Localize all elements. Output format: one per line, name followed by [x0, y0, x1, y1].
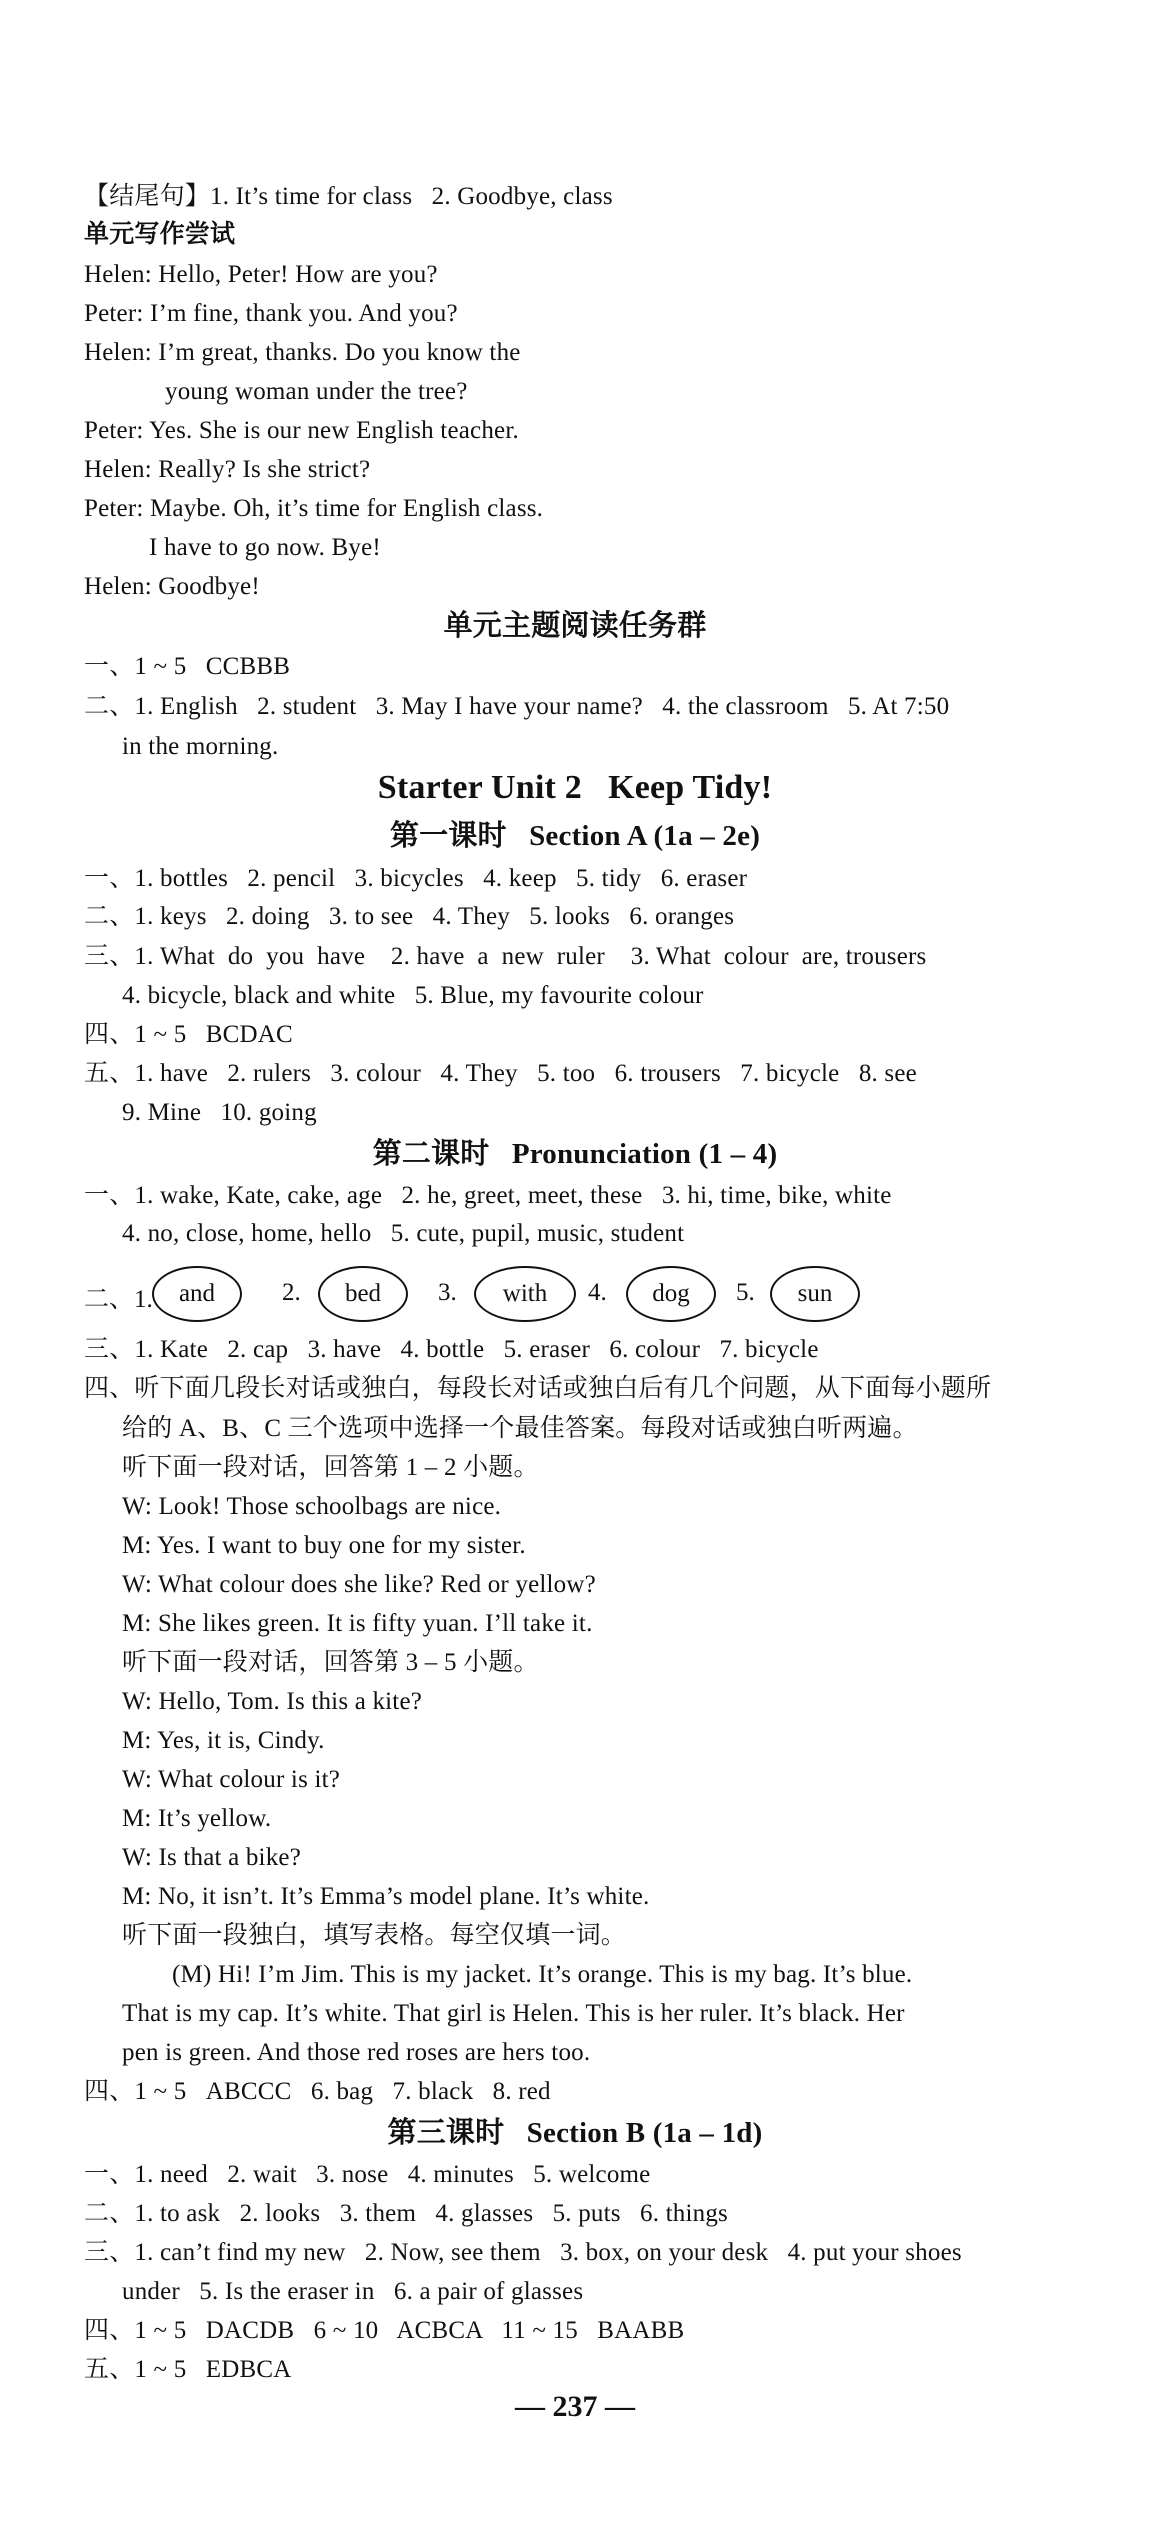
item-number: 4.	[588, 1279, 607, 1306]
text-line: 三、1. Kate 2. cap 3. have 4. bottle 5. eraser 6. colour 7. bicycle	[84, 1336, 819, 1363]
text-line: 五、1. have 2. rulers 3. colour 4. They 5. too 6. trousers 7. bicycle 8. see	[84, 1060, 917, 1087]
text-line: (M) Hi! I’m Jim. This is my jacket. It’s orange. This is my bag. It’s blue.	[172, 1961, 913, 1988]
text-line: Peter: Maybe. Oh, it’s time for English class.	[84, 495, 544, 522]
page-number: — 237 —	[515, 2390, 635, 2423]
text-line: I have to go now. Bye!	[149, 534, 381, 561]
text-line: Peter: I’m fine, thank you. And you?	[84, 300, 458, 327]
text-line: W: Hello, Tom. Is this a kite?	[122, 1688, 423, 1715]
circled-word: and	[152, 1266, 242, 1322]
text-line: 一、1 ~ 5 CCBBB	[84, 653, 291, 680]
circled-word: dog	[626, 1266, 716, 1322]
item-number: 二、1.	[84, 1286, 153, 1313]
text-line: young woman under the tree?	[165, 378, 468, 405]
text-line: M: Yes, it is, Cindy.	[122, 1727, 325, 1754]
unit-title: Starter Unit 2 Keep Tidy!	[377, 769, 773, 806]
text-line: W: Look! Those schoolbags are nice.	[122, 1493, 502, 1520]
lesson-heading: 第二课时 Pronunciation (1 – 4)	[372, 1138, 778, 1170]
text-line: Helen: Goodbye!	[84, 573, 260, 600]
text-line: pen is green. And those red roses are hers too.	[122, 2039, 591, 2066]
text-line: W: What colour does she like? Red or yellow?	[122, 1571, 596, 1598]
text-line: 四、1 ~ 5 BCDAC	[84, 1021, 293, 1048]
text-line: in the morning.	[122, 733, 279, 760]
text-line: Helen: Hello, Peter! How are you?	[84, 261, 438, 288]
text-line: 听下面一段对话，回答第 3 – 5 小题。	[122, 1649, 539, 1676]
text-line: 4. no, close, home, hello 5. cute, pupil, music, student	[122, 1220, 685, 1247]
item-number: 5.	[736, 1279, 755, 1306]
text-line: 四、1 ~ 5 ABCCC 6. bag 7. black 8. red	[84, 2078, 551, 2105]
text-line: That is my cap. It’s white. That girl is Helen. This is her ruler. It’s black. Her	[122, 2000, 905, 2027]
lesson-heading: 第三课时 Section B (1a – 1d)	[387, 2117, 763, 2149]
text-line: 四、1 ~ 5 DACDB 6 ~ 10 ACBCA 11 ~ 15 BAABB	[84, 2317, 685, 2344]
text-line: under 5. Is the eraser in 6. a pair of glasses	[122, 2278, 584, 2305]
text-line: M: She likes green. It is fifty yuan. I’ll take it.	[122, 1610, 593, 1637]
text-line: 一、1. bottles 2. pencil 3. bicycles 4. keep 5. tidy 6. eraser	[84, 865, 748, 892]
circled-word: sun	[770, 1266, 860, 1322]
text-line: W: What colour is it?	[122, 1766, 341, 1793]
section-heading: 单元写作尝试	[84, 221, 236, 248]
text-line: 9. Mine 10. going	[122, 1099, 317, 1126]
text-line: 一、1. wake, Kate, cake, age 2. he, greet, meet, these 3. hi, time, bike, white	[84, 1182, 892, 1209]
text-line: 五、1 ~ 5 EDBCA	[84, 2356, 292, 2383]
text-line: 二、1. to ask 2. looks 3. them 4. glasses 5. puts 6. things	[84, 2200, 728, 2227]
text-line: M: Yes. I want to buy one for my sister.	[122, 1532, 526, 1559]
text-line: W: Is that a bike?	[122, 1844, 301, 1871]
text-line: 【结尾句】1. It’s time for class 2. Goodbye, class	[84, 183, 613, 210]
text-line: 一、1. need 2. wait 3. nose 4. minutes 5. welcome	[84, 2161, 651, 2188]
text-line: 听下面一段独白，填写表格。每空仅填一词。	[122, 1922, 627, 1949]
item-number: 2.	[282, 1279, 301, 1306]
lesson-heading: 第一课时 Section A (1a – 2e)	[389, 820, 761, 852]
text-line: 三、1. can’t find my new 2. Now, see them 3. box, on your desk 4. put your shoes	[84, 2239, 962, 2266]
text-line: M: It’s yellow.	[122, 1805, 272, 1832]
text-line: Helen: I’m great, thanks. Do you know the	[84, 339, 521, 366]
text-line: M: No, it isn’t. It’s Emma’s model plane. It’s white.	[122, 1883, 650, 1910]
text-line: 三、1. What do you have 2. have a new ruler 3. What colour are, trousers	[84, 943, 927, 970]
circled-word: with	[474, 1266, 576, 1322]
text-line: Helen: Really? Is she strict?	[84, 456, 371, 483]
text-line: 四、听下面几段长对话或独白，每段长对话或独白后有几个问题，从下面每小题所	[84, 1375, 992, 1402]
text-line: 二、1. keys 2. doing 3. to see 4. They 5. looks 6. oranges	[84, 903, 735, 930]
circled-word: bed	[318, 1266, 408, 1322]
item-number: 3.	[438, 1279, 457, 1306]
text-line: 二、1. English 2. student 3. May I have your name? 4. the classroom 5. At 7:50	[84, 693, 950, 720]
text-line: 4. bicycle, black and white 5. Blue, my favourite colour	[122, 982, 704, 1009]
text-line: 听下面一段对话，回答第 1 – 2 小题。	[122, 1454, 539, 1481]
text-line: Peter: Yes. She is our new English teacher.	[84, 417, 519, 444]
section-heading: 单元主题阅读任务群	[443, 610, 707, 642]
text-line: 给的 A、B、C 三个选项中选择一个最佳答案。每段对话或独白听两遍。	[122, 1415, 918, 1442]
